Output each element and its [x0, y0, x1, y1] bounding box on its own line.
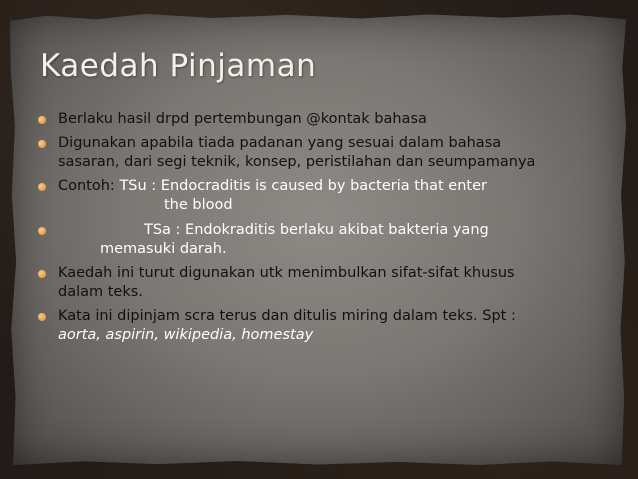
bullet-list [38, 110, 598, 350]
source-text: TSu : Endocraditis is caused by bacteria that enter [119, 178, 487, 194]
bullet-item-6 [38, 307, 598, 345]
bullet-dot-icon [38, 183, 46, 191]
bullet-text: Kaedah ini turut digunakan utk menimbulkan sifat-sifat khusus [58, 265, 515, 281]
bullet-text: dalam teks. [58, 284, 143, 300]
examples-italic: aorta, aspirin, wikipedia, homestay [58, 327, 314, 343]
bullet-item-4 [38, 221, 598, 259]
target-text-continued: memasuki darah. [100, 241, 227, 257]
bullet-dot-icon [38, 227, 46, 235]
bullet-text: Digunakan apabila tiada padanan yang sesuai dalam bahasa [58, 135, 502, 151]
target-text: TSa : Endokraditis berlaku akibat bakteria yang [144, 222, 489, 238]
bullet-dot-icon [38, 270, 46, 278]
bullet-dot-icon [38, 140, 46, 148]
bullet-item-1 [38, 110, 598, 129]
bullet-dot-icon [38, 116, 46, 124]
bullet-item-5 [38, 264, 598, 302]
bullet-item-3 [38, 177, 598, 215]
bullet-dot-icon [38, 313, 46, 321]
example-label: Contoh: [58, 178, 120, 194]
bullet-text: Berlaku hasil drpd pertembungan @kontak bahasa [58, 111, 427, 127]
bullet-item-2 [38, 134, 598, 172]
slide-title: Kaedah Pinjaman [40, 48, 317, 84]
bullet-text: Kata ini dipinjam scra terus dan ditulis miring dalam teks. Spt : [58, 308, 516, 324]
bullet-text: sasaran, dari segi teknik, konsep, peristilahan dan seumpamanya [58, 154, 536, 170]
source-text-continued: the blood [164, 197, 233, 213]
